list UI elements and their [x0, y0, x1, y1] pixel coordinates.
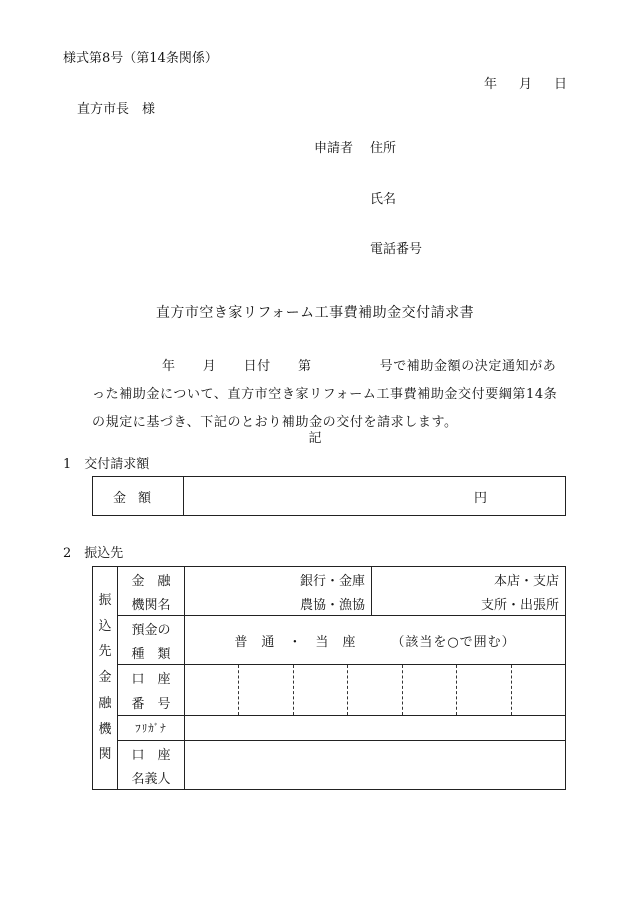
deposit-label-2: 種 類	[118, 640, 185, 665]
amount-field[interactable]	[184, 477, 566, 516]
date-line	[484, 78, 567, 91]
document-title: 直方市空き家リフォーム工事費補助金交付請求書	[155, 305, 475, 321]
amount-unit: 円	[473, 490, 487, 506]
body-line-2: った補助金について、直方市空き家リフォーム工事費補助金交付要綱第14条	[92, 387, 558, 402]
amount-table	[92, 476, 566, 516]
section2-heading: 2 振込先	[63, 546, 124, 561]
account-digit-box[interactable]	[347, 665, 401, 715]
furigana-field[interactable]	[185, 716, 566, 741]
institution-label-2: 機関名	[118, 591, 185, 616]
address-label: 住所	[370, 141, 397, 156]
account-holder-field[interactable]	[185, 741, 566, 790]
addressee: 直方市長 様	[77, 102, 156, 117]
holder-label-1: 口 座	[118, 741, 185, 766]
body-line-3: の規定に基づき、下記のとおり補助金の交付を請求します。	[92, 415, 458, 430]
account-number-field[interactable]	[185, 665, 566, 716]
section1-heading: 1 交付請求額	[63, 457, 150, 472]
account-digit-box[interactable]	[511, 665, 565, 715]
account-digit-box[interactable]	[185, 665, 238, 715]
phone-label: 電話番号	[370, 242, 423, 257]
holder-label-2: 名義人	[118, 765, 185, 790]
date-day: 日	[553, 77, 567, 92]
branch-type-2[interactable]: 支所・出張所	[372, 591, 566, 616]
institution-label-1: 金 融	[118, 567, 185, 592]
date-month: 月	[518, 77, 532, 92]
account-label-1: 口 座	[118, 665, 185, 691]
date-year: 年	[483, 77, 497, 92]
request-body	[92, 353, 567, 437]
account-digit-box[interactable]	[456, 665, 510, 715]
deposit-note: （該当を○で囲む）	[391, 634, 516, 650]
account-digit-grid	[185, 665, 565, 715]
deposit-types: 普通・当座	[234, 634, 370, 650]
bank-type-2[interactable]: 農協・漁協	[185, 591, 372, 616]
ki-heading: 記	[308, 431, 322, 446]
name-label: 氏名	[370, 192, 397, 207]
vertical-label: 振 込 先 金 融 機 関	[93, 567, 118, 790]
account-digit-box[interactable]	[402, 665, 456, 715]
account-digit-box[interactable]	[238, 665, 292, 715]
applicant-label: 申請者	[314, 141, 354, 156]
form-number: 様式第8号（第14条関係）	[63, 51, 218, 66]
deposit-type-field[interactable]	[185, 616, 566, 665]
deposit-label-1: 預金の	[118, 616, 185, 641]
bank-type-1[interactable]: 銀行・金庫	[185, 567, 372, 592]
amount-label: 金額	[93, 477, 184, 516]
bank-table	[92, 566, 566, 790]
body-line-1: 年 月 日付 第 号で補助金額の決定通知があ	[162, 359, 557, 374]
account-digit-box[interactable]	[293, 665, 347, 715]
furigana-label: ﾌﾘｶﾞﾅ	[118, 716, 185, 741]
account-label-2: 番 号	[118, 690, 185, 716]
branch-type-1[interactable]: 本店・支店	[372, 567, 566, 592]
